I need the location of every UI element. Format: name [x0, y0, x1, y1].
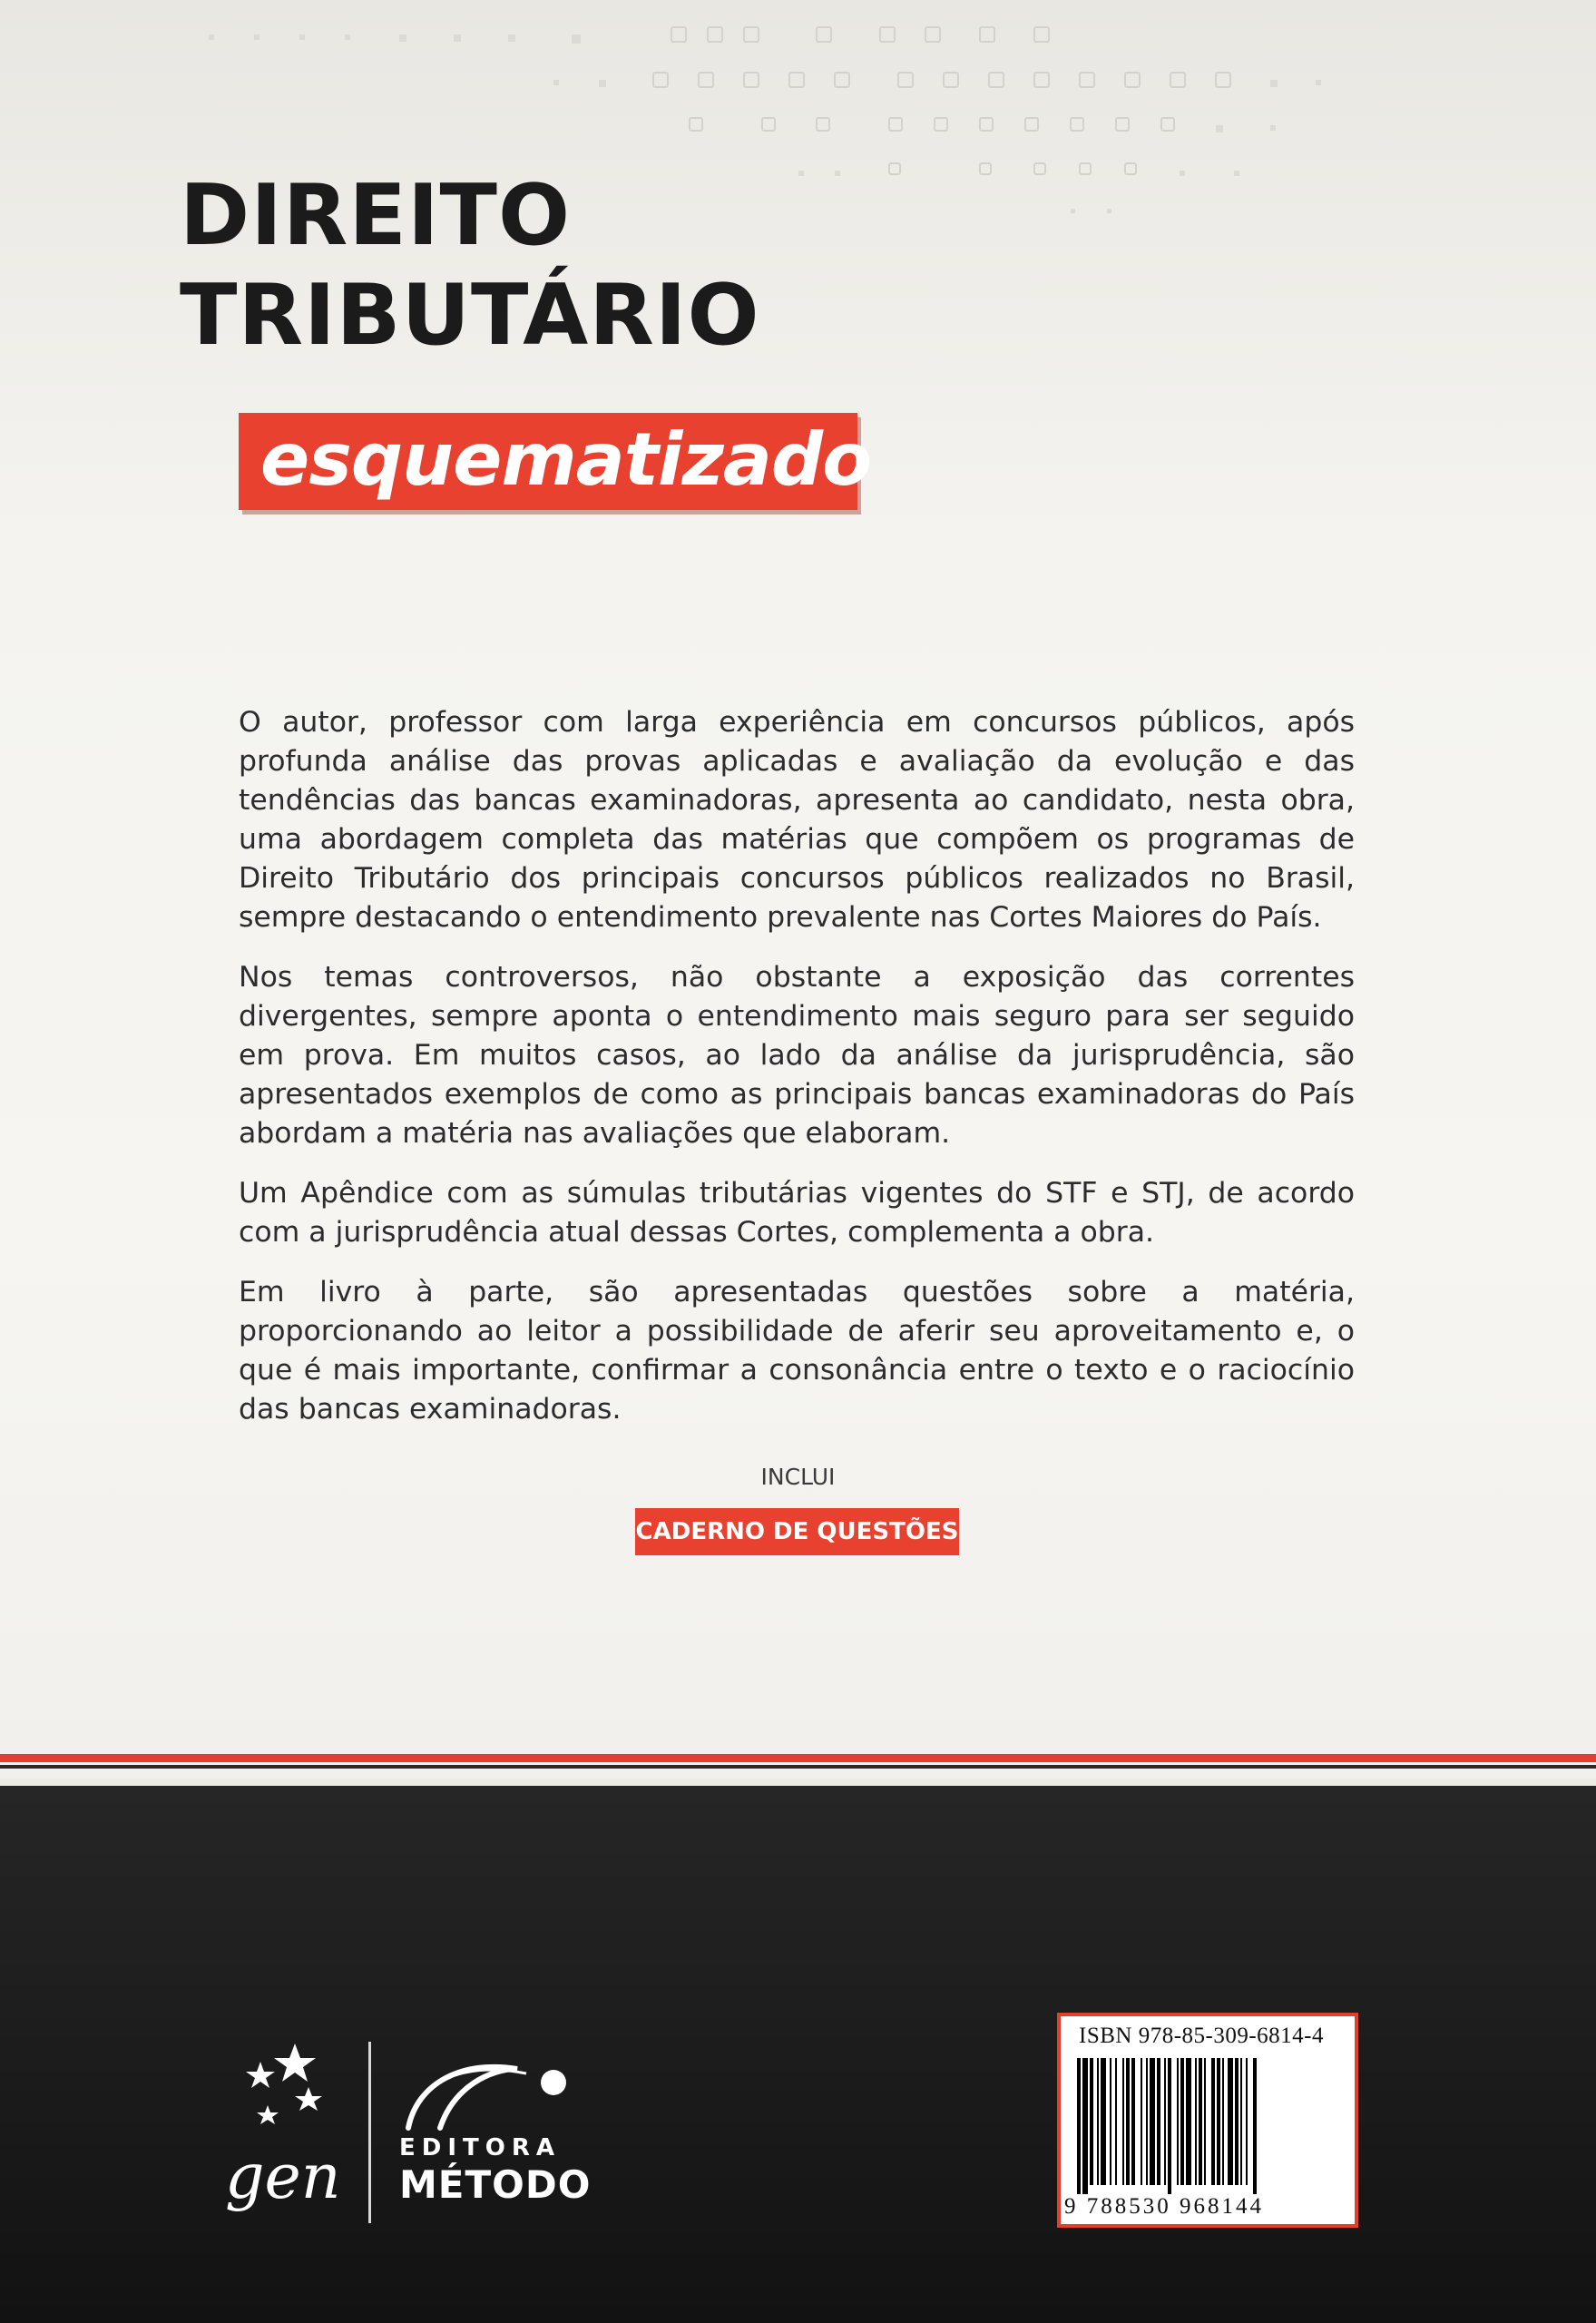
blurb-paragraph-3: Um Apêndice com as súmulas tributárias vigentes do STF e STJ, de acordo com a jurisprudência atual dessas Cortes, complementa a obra.	[239, 1177, 1355, 1249]
barcode-icon	[1072, 2058, 1344, 2194]
includes-badge: CADERNO DE QUESTÕES	[635, 1508, 959, 1555]
metodo-logo-line-2: MÉTODO	[399, 2162, 592, 2207]
blurb-paragraph-2: Nos temas controversos, não obstante a exposição das correntes divergentes, sempre aponta o entendimento mais seguro para ser seguido em prova. Em muitos casos, ao lado da análise da jurisprudência, são apresentados exemplos de como as principais bancas examinadoras do País abordam a matéria nas avaliações que elaboram.	[239, 961, 1355, 1150]
dark-stripe-divider	[0, 1765, 1596, 1769]
subtitle-tag	[239, 413, 872, 510]
book-title	[180, 165, 760, 365]
blurb-paragraph-4: Em livro à parte, são apresentadas questões sobre a matéria, proporcionando ao leitor a possibilidade de aferir seu aproveitamento e, o que é mais importante, confirmar a consonância entre o texto e o raciocínio das bancas examinadoras.	[239, 1276, 1355, 1426]
gen-logo-text: gen	[225, 2142, 341, 2213]
metodo-swoosh-icon	[390, 2055, 581, 2137]
title-line-2: TRIBUTÁRIO	[180, 266, 760, 364]
stars-icon	[231, 2042, 340, 2151]
back-cover-blurb	[239, 703, 1355, 1450]
subtitle-tag-text: esquematizado	[260, 417, 872, 502]
title-line-1: DIREITO	[180, 166, 572, 264]
metodo-logo-line-1: EDITORA	[399, 2134, 561, 2161]
red-stripe-divider	[0, 1754, 1596, 1762]
isbn-label: ISBN 978-85-309-6814-4	[1079, 2024, 1325, 2048]
blurb-paragraph-1: O autor, professor com larga experiência em concursos públicos, após profunda análise das provas aplicadas e avaliação da evolução e das tendências das bancas examinadoras, apresenta ao candidato, nesta obra, uma abordagem completa das matérias que compõem os programas de Direito Tributário dos principais concursos públicos realizados no Brasil, sempre destacando o entendimento prevalente nas Cortes Maiores do País.	[239, 706, 1355, 934]
isbn-barcode	[1057, 2013, 1358, 2228]
barcode-digits: 9 788530 968144	[1064, 2194, 1264, 2219]
includes-label: INCLUI	[760, 1464, 836, 1490]
logo-divider	[368, 2042, 371, 2223]
